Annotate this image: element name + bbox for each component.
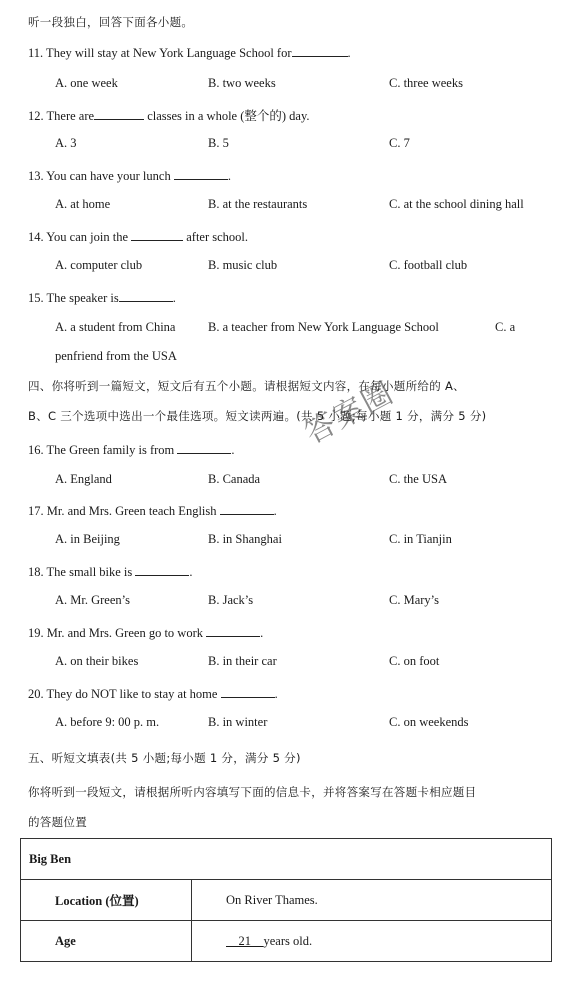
answer-blank: [135, 563, 189, 576]
option-12c: C. 7: [389, 136, 410, 150]
option-16b: B. Canada: [208, 472, 261, 486]
option-13c: C. at the school dining hall: [389, 197, 524, 211]
option-13b: B. at the restaurants: [208, 197, 308, 211]
option-16a: A. England: [55, 472, 112, 486]
question-16: [28, 441, 235, 458]
question-17-end: .: [273, 504, 277, 518]
option-18b: B. Jack’s: [208, 593, 254, 607]
answer-blank: [94, 107, 144, 120]
question-17: [28, 502, 277, 519]
question-14-end: after school.: [183, 230, 249, 244]
section-5-instruction-line2: 的答题位置: [28, 815, 87, 829]
answer-blank: [220, 502, 274, 515]
option-16c: C. the USA: [389, 472, 447, 486]
section-5-instruction-line1: 你将听到一段短文，请根据所听内容填写下面的信息卡，并将答案写在答题卡相应题目: [28, 785, 477, 799]
question-12: [28, 106, 310, 124]
question-16-stem: 16. The Green family is from: [28, 443, 178, 457]
info-card-table: [20, 838, 552, 962]
question-15-end: .: [172, 291, 176, 305]
listening-intro: 听一段独白，回答下面各小题。: [28, 15, 194, 29]
question-13: [28, 167, 231, 184]
question-12-stem: 12. There are: [28, 109, 95, 123]
question-20-stem: 20. They do NOT like to stay at home: [28, 687, 221, 701]
question-18-end: .: [189, 565, 193, 579]
option-20a: A. before 9: 00 p. m.: [55, 715, 160, 729]
option-14c: C. football club: [389, 258, 468, 272]
option-19a: A. on their bikes: [55, 654, 139, 668]
answer-blank: [292, 44, 348, 57]
question-11: [28, 44, 351, 61]
age-suffix: years old.: [263, 933, 313, 948]
option-11a: A. one week: [55, 76, 118, 90]
option-17a: A. in Beijing: [55, 532, 120, 546]
option-12b: B. 5: [208, 136, 229, 150]
option-15a: A. a student from China: [55, 320, 176, 334]
option-14b: B. music club: [208, 258, 278, 272]
answer-blank: [177, 441, 231, 454]
answer-blank: [119, 289, 173, 302]
option-18c: C. Mary’s: [389, 593, 439, 607]
question-12-end: classes in a whole (整个的) day.: [144, 109, 310, 123]
question-15-stem: 15. The speaker is: [28, 291, 119, 305]
watermark: 答案圈: [299, 375, 401, 452]
answer-blank: [221, 685, 275, 698]
question-14-stem: 14. You can join the: [28, 230, 132, 244]
option-11b: B. two weeks: [208, 76, 276, 90]
question-15: [28, 289, 176, 306]
age-value: 21: [238, 933, 251, 948]
question-16-end: .: [231, 443, 235, 457]
option-15c-continued: penfriend from the USA: [55, 349, 177, 363]
section-5-title: 五、听短文填表(共 5 小题;每小题 1 分，满分 5 分): [28, 751, 301, 765]
question-14: [28, 228, 248, 245]
age-cell: [192, 921, 552, 962]
question-20: [28, 685, 278, 702]
section-4-instruction-line2: B、C 三个选项中选出一个最佳选项。短文读两遍。(共 5 小题;每小题 1 分，满分 5 分): [28, 409, 487, 423]
question-19: [28, 624, 263, 641]
option-18a: A. Mr. Green’s: [55, 593, 130, 607]
option-11c: C. three weeks: [389, 76, 463, 90]
option-14a: A. computer club: [55, 258, 143, 272]
section-4-instruction-line1: 四、你将听到一篇短文，短文后有五个小题。请根据短文内容，在每小题所给的 A、: [28, 379, 465, 393]
question-11-stem: 11. They will stay at New York Language School for: [28, 46, 292, 60]
location-value: On River Thames.: [192, 880, 552, 921]
answer-blank: [131, 228, 183, 241]
question-19-stem: 19. Mr. and Mrs. Green go to work: [28, 626, 207, 640]
location-label: Location (位置): [21, 880, 192, 921]
option-17b: B. in Shanghai: [208, 532, 282, 546]
option-13a: A. at home: [55, 197, 111, 211]
table-title: Big Ben: [21, 839, 552, 880]
question-18-stem: 18. The small bike is: [28, 565, 136, 579]
option-12a: A. 3: [55, 136, 77, 150]
age-answer: [226, 934, 264, 948]
option-20b: B. in winter: [208, 715, 268, 729]
age-label: Age: [21, 921, 192, 962]
option-19b: B. in their car: [208, 654, 277, 668]
question-11-end: .: [347, 46, 351, 60]
question-13-stem: 13. You can have your lunch: [28, 169, 174, 183]
question-18: [28, 563, 193, 580]
answer-blank: [206, 624, 260, 637]
option-15b: B. a teacher from New York Language School: [208, 320, 439, 334]
question-17-stem: 17. Mr. and Mrs. Green teach English: [28, 504, 220, 518]
question-19-end: .: [260, 626, 264, 640]
option-19c: C. on foot: [389, 654, 440, 668]
question-13-end: .: [227, 169, 231, 183]
option-15c: C. a: [495, 320, 516, 334]
question-20-end: .: [274, 687, 278, 701]
option-20c: C. on weekends: [389, 715, 469, 729]
option-17c: C. in Tianjin: [389, 532, 452, 546]
answer-blank: [174, 167, 228, 180]
